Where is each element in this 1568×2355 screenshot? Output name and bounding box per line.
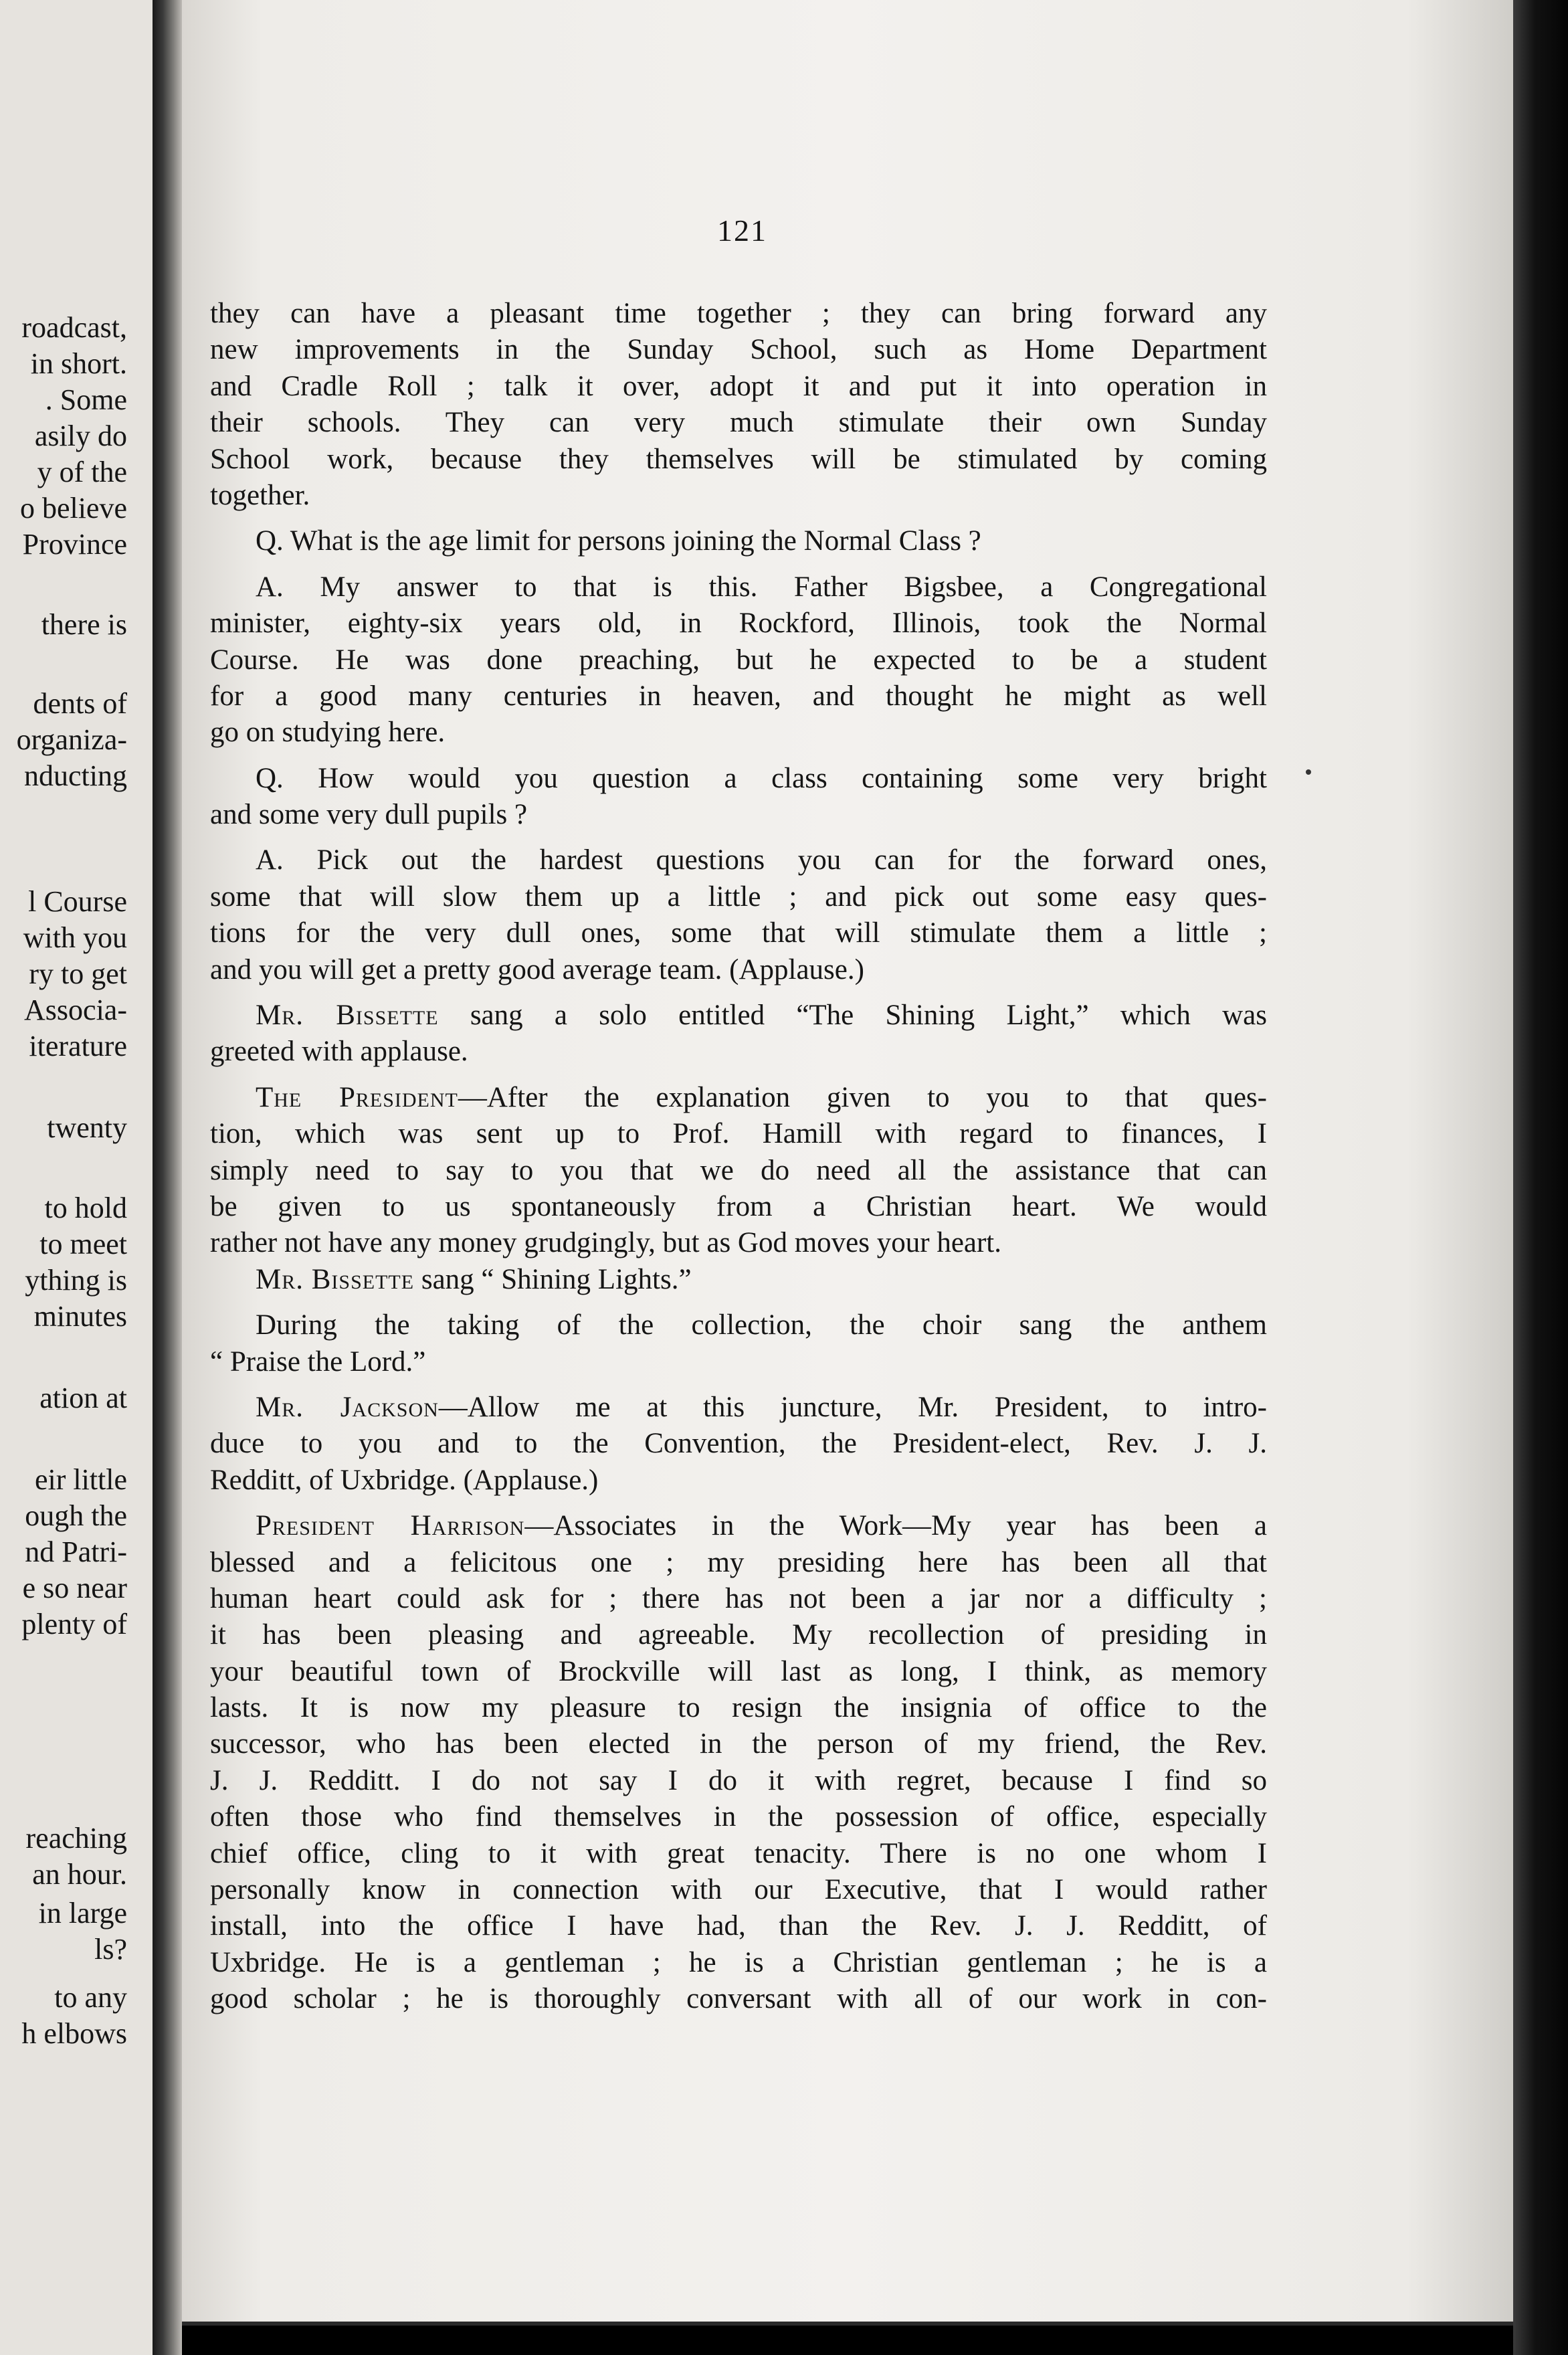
text-line: chief office, cling to it with great tenacity. There is no one whom I: [210, 1837, 1267, 1869]
speaker-line: [210, 1390, 1267, 1426]
text-line: often those who find themselves in the possession of office, especially: [210, 1801, 1267, 1833]
text-line: tion, which was sent up to Prof. Hamill with regard to finances, I: [210, 1118, 1267, 1150]
answer-line: A. Pick out the hardest questions you can for the forward ones,: [256, 844, 1267, 876]
left-fragment-line: ation at: [39, 1382, 127, 1414]
left-fragment-line: dents of: [33, 687, 127, 720]
text-line: be given to us spontaneously from a Christian heart. We would: [210, 1190, 1267, 1222]
speaker-name: President Harrison: [256, 1510, 525, 1542]
text-line: and Cradle Roll ; talk it over, adopt it and put it into operation in: [210, 370, 1267, 402]
left-fragment-line: to hold: [44, 1192, 127, 1224]
speaker-text: —Allow me at this juncture, Mr. President, to intro-: [438, 1391, 1267, 1423]
text-line: minister, eighty-six years old, in Rockford, Illinois, took the Normal: [210, 607, 1267, 640]
text-line: tions for the very dull ones, some that will stimulate them a little ;: [210, 917, 1267, 949]
left-fragment-line: eir little: [34, 1463, 127, 1496]
left-fragment-line: organiza-: [16, 723, 127, 756]
text-line: “ Praise the Lord.”: [210, 1345, 426, 1378]
text-line: lasts. It is now my pleasure to resign the insignia of office to the: [210, 1692, 1267, 1724]
left-fragment-line: reaching: [25, 1822, 127, 1855]
left-fragment-line: asily do: [34, 419, 127, 452]
text-line: Redditt, of Uxbridge. (Applause.): [210, 1464, 599, 1496]
speaker-name: Mr. Jackson: [256, 1391, 439, 1423]
text-line: their schools. They can very much stimulate their own Sunday: [210, 407, 1267, 439]
speaker-line: [210, 998, 1267, 1034]
question-line: Q. What is the age limit for persons joining the Normal Class ?: [256, 525, 981, 557]
left-fragment-line: l Course: [28, 885, 127, 918]
text-line: duce to you and to the Convention, the President-elect, Rev. J. J.: [210, 1428, 1267, 1460]
left-fragment-line: to any: [54, 1981, 127, 2014]
left-fragment-line: y of the: [37, 456, 127, 488]
speaker-name: Mr. Bissette: [256, 1000, 439, 1032]
left-fragment-line: Associa-: [24, 994, 127, 1026]
speaker-text: sang “ Shining Lights.”: [414, 1263, 692, 1295]
speaker-line: [210, 1262, 1267, 1298]
left-fragment-line: twenty: [47, 1111, 127, 1144]
text-line: they can have a pleasant time together ; they can bring forward any: [210, 298, 1267, 329]
question-line: Q. How would you question a class containing some very bright: [256, 762, 1267, 794]
text-line: some that will slow them up a little ; and pick out some easy ques-: [210, 880, 1267, 913]
page-number: 121: [717, 213, 767, 248]
speaker-text: sang a solo entitled “The Shining Light,” which was: [438, 1000, 1267, 1032]
left-fragment-line: ything is: [25, 1264, 127, 1297]
text-line: personally know in connection with our Executive, that I would rather: [210, 1874, 1267, 1906]
text-line: J. J. Redditt. I do not say I do it with regret, because I find so: [210, 1764, 1267, 1796]
text-line: Course. He was done preaching, but he expected to be a student: [210, 644, 1267, 676]
left-fragment-line: ry to get: [29, 957, 127, 990]
text-line: simply need to say to you that we do need all the assistance that can: [210, 1154, 1267, 1186]
print-speck: [1306, 769, 1311, 775]
text-line: install, into the office I have had, than the Rev. J. J. Redditt, of: [210, 1910, 1267, 1942]
left-fragment-line: there is: [41, 608, 127, 641]
page-edge-shadow: [1513, 0, 1568, 2355]
text-line: good scholar ; he is thoroughly conversant with all of our work in con-: [210, 1983, 1267, 2015]
text-line: human heart could ask for ; there has not been a jar nor a difficulty ;: [210, 1582, 1267, 1614]
left-fragment-line: plenty of: [21, 1608, 127, 1640]
text-line: Uxbridge. He is a gentleman ; he is a Christian gentleman ; he is a: [210, 1946, 1267, 1978]
left-fragment-line: minutes: [33, 1300, 127, 1333]
previous-page-fragment: [0, 0, 153, 2355]
text-line: it has been pleasing and agreeable. My recollection of presiding in: [210, 1619, 1267, 1651]
speaker-line: [210, 1080, 1267, 1116]
text-line: your beautiful town of Brockville will last as long, I think, as memory: [210, 1655, 1267, 1687]
speaker-text: —Associates in the Work—My year has been a: [524, 1510, 1267, 1542]
left-fragment-line: ough the: [25, 1499, 127, 1532]
text-line: and you will get a pretty good average team. (Applause.): [210, 953, 864, 985]
text-line: successor, who has been elected in the person of my friend, the Rev.: [210, 1728, 1267, 1760]
left-fragment-line: to meet: [39, 1228, 127, 1260]
text-line: blessed and a felicitous one ; my presiding here has been all that: [210, 1546, 1267, 1578]
speaker-name: The President: [256, 1081, 458, 1113]
left-fragment-line: nducting: [24, 759, 127, 792]
speaker-text: —After the explanation given to you to that ques-: [458, 1081, 1267, 1113]
left-fragment-line: iterature: [29, 1030, 127, 1062]
speaker-line: [210, 1508, 1267, 1544]
left-fragment-line: . Some: [45, 383, 127, 416]
speaker-name: Mr. Bissette: [256, 1263, 415, 1295]
left-fragment-line: o believe: [19, 492, 127, 525]
text-line: During the taking of the collection, the choir sang the anthem: [256, 1309, 1267, 1341]
text-line: greeted with applause.: [210, 1036, 468, 1068]
text-line: rather not have any money grudgingly, but as God moves your heart.: [210, 1227, 1002, 1259]
left-fragment-line: e so near: [22, 1572, 127, 1604]
text-line: for a good many centuries in heaven, and thought he might as well: [210, 680, 1267, 712]
left-fragment-line: in short.: [30, 347, 127, 380]
left-fragment-line: with you: [23, 921, 127, 954]
text-line: and some very dull pupils ?: [210, 799, 528, 831]
text-line: School work, because they themselves will be stimulated by coming: [210, 443, 1267, 475]
left-fragment-line: h elbows: [21, 2017, 127, 2050]
left-fragment-line: Province: [22, 528, 127, 561]
text-line: go on studying here.: [210, 717, 446, 749]
left-fragment-line: roadcast,: [21, 311, 127, 344]
left-fragment-line: in large: [38, 1897, 127, 1929]
left-fragment-line: ls?: [94, 1933, 127, 1966]
answer-line: A. My answer to that is this. Father Bigsbee, a Congregational: [256, 571, 1267, 603]
page-body-text: [210, 296, 1267, 2018]
left-fragment-line: nd Patri-: [25, 1535, 127, 1568]
text-line: new improvements in the Sunday School, such as Home Department: [210, 334, 1267, 366]
book-gutter: [153, 0, 182, 2355]
left-fragment-line: an hour.: [32, 1858, 127, 1891]
text-line: together.: [210, 479, 310, 511]
